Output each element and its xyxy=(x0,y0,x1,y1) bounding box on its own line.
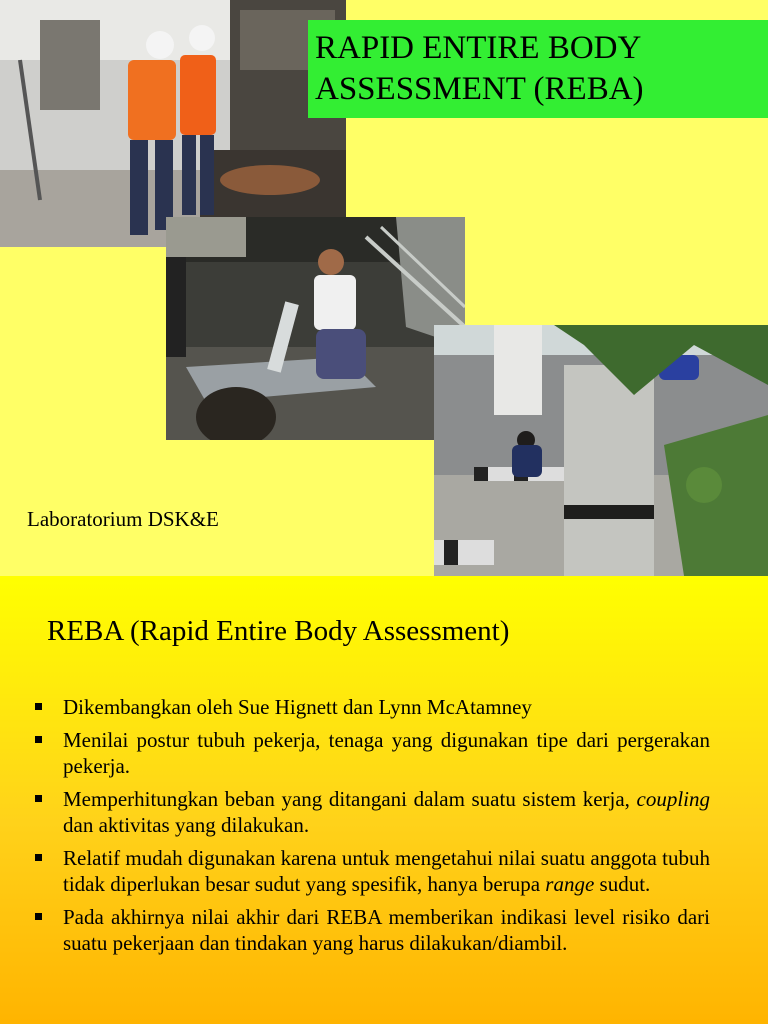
bullet-square-icon xyxy=(35,913,42,920)
bullet-emphasis: range xyxy=(545,872,595,896)
title-line-2: ASSESSMENT (REBA) xyxy=(315,71,644,107)
workers-orange-vests-photo xyxy=(0,0,346,247)
lab-label: Laboratorium DSK&E xyxy=(27,507,219,531)
person-crouching-street-photo xyxy=(434,325,768,576)
bullet-text-pre: Memperhitungkan beban yang ditangani dalam suatu sistem kerja, xyxy=(63,787,637,811)
bullet-text-pre: Relatif mudah digunakan karena untuk mengetahui nilai suatu anggota tubuh tidak diperlukan besar sudut yang spesifik, hanya berupa xyxy=(63,846,710,896)
bullet-text: Dikembangkan oleh Sue Hignett dan Lynn McAtamney xyxy=(63,695,532,719)
bullet-text: Pada akhirnya nilai akhir dari REBA memberikan indikasi level risiko dari suatu pekerjaan dan tindakan yang harus dilakukan/diambil. xyxy=(63,905,710,955)
bullet-list xyxy=(34,694,710,963)
bullet-item xyxy=(34,904,710,956)
bullet-square-icon xyxy=(35,703,42,710)
title-line-1: RAPID ENTIRE BODY xyxy=(315,30,642,66)
bullet-item xyxy=(34,694,710,720)
bullet-text: Menilai postur tubuh pekerja, tenaga yang digunakan tipe dari pergerakan pekerja. xyxy=(63,728,710,778)
bullet-square-icon xyxy=(35,795,42,802)
bullet-emphasis: coupling xyxy=(636,787,710,811)
bullet-square-icon xyxy=(35,854,42,861)
bullet-text-post: dan aktivitas yang dilakukan. xyxy=(63,813,310,837)
slide-1-title-box xyxy=(308,20,768,118)
bullet-text-post: sudut. xyxy=(594,872,651,896)
bullet-item xyxy=(34,727,710,779)
slide-2-title: REBA (Rapid Entire Body Assessment) xyxy=(47,615,510,647)
bullet-item xyxy=(34,845,710,897)
bullet-square-icon xyxy=(35,736,42,743)
bullet-item xyxy=(34,786,710,838)
worker-squatting-metal-photo xyxy=(166,217,465,440)
slide-2 xyxy=(0,576,768,1024)
